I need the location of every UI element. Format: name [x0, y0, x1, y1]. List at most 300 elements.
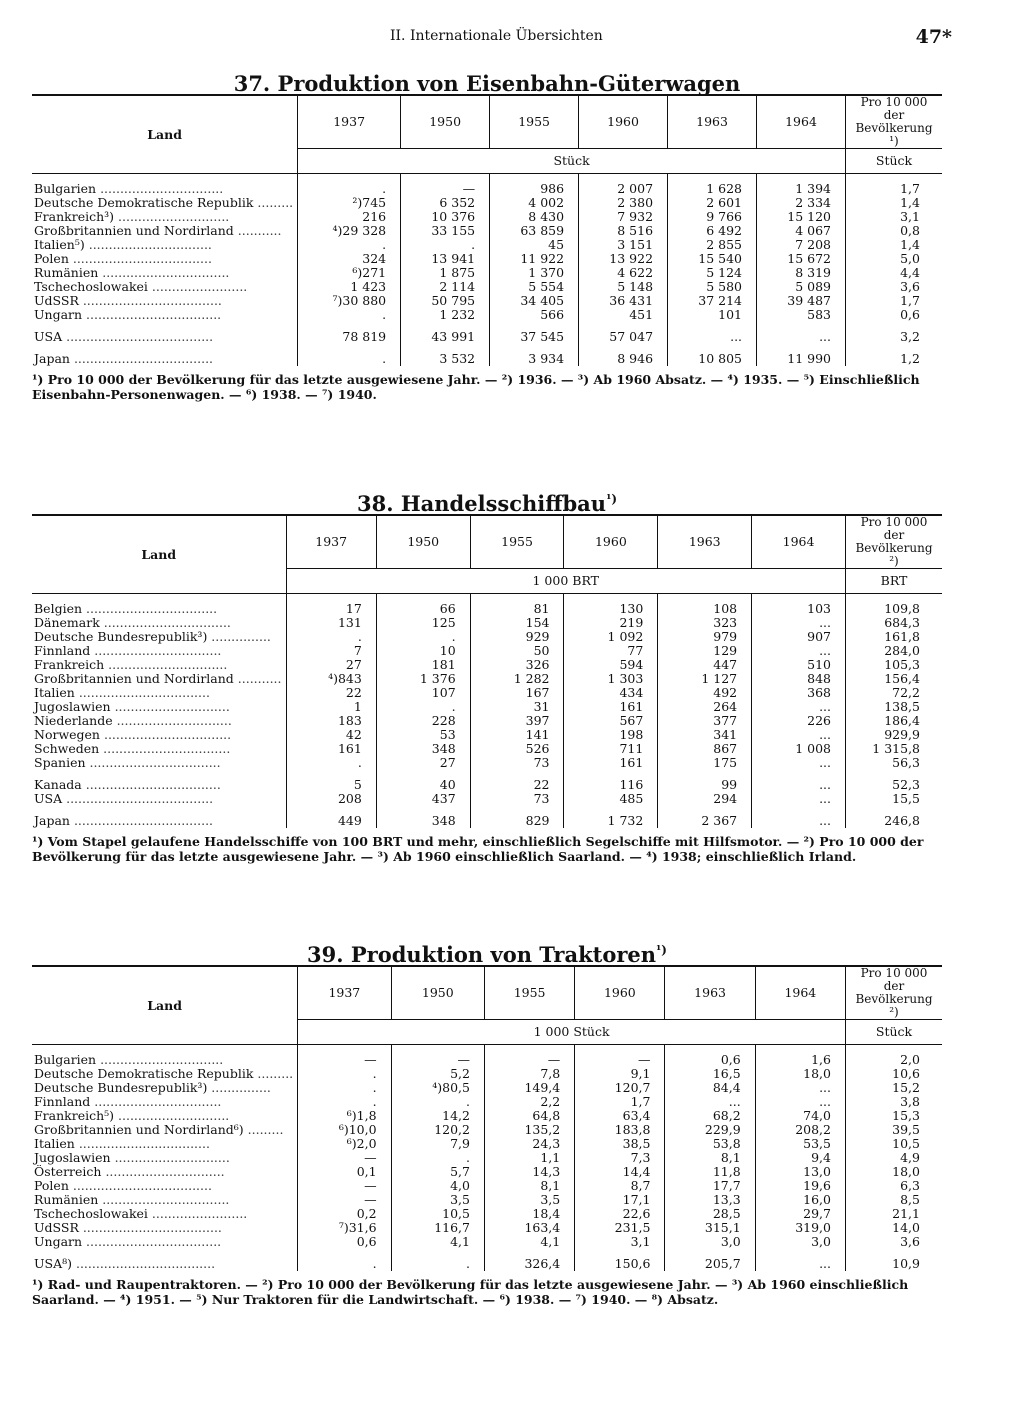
value-cell: ⁶)1,8 — [298, 1109, 391, 1123]
leader-dots: ............... — [207, 630, 271, 644]
value-cell: 15 672 — [757, 252, 846, 266]
value-cell: 324 — [298, 252, 401, 266]
value-cell: 17 — [286, 594, 376, 617]
per-capita-cell: 1,7 — [846, 294, 943, 308]
country-cell — [32, 1249, 298, 1271]
value-cell: 73 — [470, 756, 564, 770]
table-title-text: 37. Produktion von Eisenbahn-Güterwagen — [233, 71, 741, 96]
table-row — [32, 266, 942, 280]
unit-label: 1 000 Stück — [298, 1020, 846, 1045]
value-cell: 22 — [286, 686, 376, 700]
country-cell — [32, 174, 298, 197]
column-header-year: 1955 — [470, 515, 564, 569]
table-row — [32, 280, 942, 294]
data-table — [32, 94, 942, 366]
value-cell: 3,0 — [665, 1235, 755, 1249]
column-header-year: 1937 — [298, 95, 401, 149]
value-cell: 2 601 — [668, 196, 757, 210]
country-name: Großbritannien und Nordirland — [34, 672, 234, 686]
table-row — [32, 806, 942, 828]
value-cell: 84,4 — [665, 1081, 755, 1095]
value-cell: 451 — [579, 308, 668, 322]
value-cell: 15 120 — [757, 210, 846, 224]
value-cell: 326,4 — [485, 1249, 575, 1271]
column-header-year: 1950 — [391, 966, 484, 1020]
data-table — [32, 965, 942, 1271]
country-cell — [32, 1193, 298, 1207]
value-cell: 348 — [376, 742, 470, 756]
table-title-footnote-mark: ¹) — [656, 943, 667, 957]
value-cell: . — [298, 1081, 391, 1095]
per-capita-cell: 186,4 — [846, 714, 943, 728]
value-cell: 848 — [752, 672, 846, 686]
country-cell — [32, 322, 298, 344]
value-cell: . — [298, 1095, 391, 1109]
column-header-per-capita: Pro 10 000 der Bevölkerung ²) — [846, 515, 943, 569]
country-name: Italien — [34, 686, 75, 700]
value-cell: 120,7 — [575, 1081, 665, 1095]
value-cell: 7 208 — [757, 238, 846, 252]
value-cell: — — [575, 1045, 665, 1068]
value-cell: 11 922 — [490, 252, 579, 266]
value-cell: 42 — [286, 728, 376, 742]
per-capita-cell: 105,3 — [846, 658, 943, 672]
value-cell: . — [298, 1067, 391, 1081]
country-cell — [32, 344, 298, 366]
table-row — [32, 742, 942, 756]
value-cell: 447 — [658, 658, 752, 672]
table-row — [32, 630, 942, 644]
value-cell: 74,0 — [755, 1109, 845, 1123]
value-cell: 13 922 — [579, 252, 668, 266]
per-capita-cell: 52,3 — [846, 770, 943, 792]
per-capita-cell: 15,5 — [846, 792, 943, 806]
leader-dots: .................................. — [82, 308, 222, 322]
value-cell: 36 431 — [579, 294, 668, 308]
value-cell: 1 008 — [752, 742, 846, 756]
per-capita-cell: 161,8 — [846, 630, 943, 644]
value-cell: 4 622 — [579, 266, 668, 280]
country-name: Rumänien — [34, 266, 99, 280]
value-cell: 0,2 — [298, 1207, 391, 1221]
table-row — [32, 672, 942, 686]
country-name: Norwegen — [34, 728, 100, 742]
value-cell: 5 580 — [668, 280, 757, 294]
table-row — [32, 728, 942, 742]
value-cell: 0,6 — [298, 1235, 391, 1249]
table-row — [32, 792, 942, 806]
leader-dots: ................................. — [74, 1137, 210, 1151]
table-row — [32, 1095, 942, 1109]
per-capita-unit-label: BRT — [846, 569, 943, 594]
unit-label: Stück — [298, 149, 846, 174]
country-name: USA — [34, 329, 63, 344]
value-cell: ... — [752, 616, 846, 630]
value-cell: 449 — [286, 806, 376, 828]
value-cell: 226 — [752, 714, 846, 728]
table-row — [32, 1249, 942, 1271]
country-name: Dänemark — [34, 616, 100, 630]
value-cell: 29,7 — [755, 1207, 845, 1221]
country-cell — [32, 742, 286, 756]
value-cell: 986 — [490, 174, 579, 197]
country-cell — [32, 770, 286, 792]
table-row — [32, 252, 942, 266]
value-cell: 73 — [470, 792, 564, 806]
leader-dots: ............................... — [96, 1052, 224, 1067]
leader-dots: ............................ — [114, 1109, 230, 1123]
value-cell: 526 — [470, 742, 564, 756]
value-cell: 24,3 — [485, 1137, 575, 1151]
value-cell: — — [298, 1045, 391, 1068]
per-capita-cell: 3,8 — [846, 1095, 943, 1109]
value-cell: 3 532 — [401, 344, 490, 366]
table-footnote: ¹) Pro 10 000 der Bevölkerung für das letzte ausgewiesene Jahr. — ²) 1936. — ³) Ab 1960 Absatz. — ⁴) 1935. — ⁵) Einschließlich Eisenbahn-Personenwagen. — ⁶) 1938. — ⁷) 1940. — [32, 372, 920, 402]
table-row — [32, 1193, 942, 1207]
value-cell: 183 — [286, 714, 376, 728]
per-capita-cell: 2,0 — [846, 1045, 943, 1068]
value-cell: ²)745 — [298, 196, 401, 210]
country-cell — [32, 280, 298, 294]
value-cell: 15 540 — [668, 252, 757, 266]
per-capita-cell: 1 315,8 — [846, 742, 943, 756]
value-cell: 175 — [658, 756, 752, 770]
column-header-year: 1950 — [401, 95, 490, 149]
per-capita-cell: 3,6 — [846, 1235, 943, 1249]
value-cell: 161 — [564, 700, 658, 714]
value-cell: 43 991 — [401, 322, 490, 344]
leader-dots: ................................. — [74, 686, 210, 700]
per-capita-cell: 21,1 — [846, 1207, 943, 1221]
column-header-year: 1955 — [485, 966, 575, 1020]
value-cell: 135,2 — [485, 1123, 575, 1137]
country-name: Spanien — [34, 756, 86, 770]
column-header-year: 1950 — [376, 515, 470, 569]
country-cell — [32, 294, 298, 308]
column-header-year: 1937 — [298, 966, 391, 1020]
value-cell: 1 732 — [564, 806, 658, 828]
country-name: USA — [34, 792, 63, 806]
country-cell — [32, 686, 286, 700]
table-row — [32, 294, 942, 308]
leader-dots: ................................... — [72, 1256, 216, 1271]
value-cell: 57 047 — [579, 322, 668, 344]
country-name: Tschechoslowakei — [34, 1207, 148, 1221]
leader-dots: ............................... — [84, 238, 212, 252]
value-cell: 18,4 — [485, 1207, 575, 1221]
value-cell: 3 934 — [490, 344, 579, 366]
value-cell: 979 — [658, 630, 752, 644]
value-cell: 492 — [658, 686, 752, 700]
country-cell — [32, 714, 286, 728]
value-cell: ⁴)80,5 — [391, 1081, 484, 1095]
value-cell: 2 114 — [401, 280, 490, 294]
country-cell — [32, 252, 298, 266]
table-row — [32, 1123, 942, 1137]
per-capita-cell: 246,8 — [846, 806, 943, 828]
value-cell: . — [298, 344, 401, 366]
value-cell: 5 089 — [757, 280, 846, 294]
value-cell: 63,4 — [575, 1109, 665, 1123]
per-capita-cell: 1,7 — [846, 174, 943, 197]
country-name: Japan — [34, 351, 70, 366]
per-capita-cell: 10,6 — [846, 1067, 943, 1081]
leader-dots: ................................. — [85, 756, 221, 770]
value-cell: 8 319 — [757, 266, 846, 280]
value-cell: 294 — [658, 792, 752, 806]
column-header-year: 1937 — [286, 515, 376, 569]
per-capita-cell: 56,3 — [846, 756, 943, 770]
value-cell: 116 — [564, 770, 658, 792]
table-title — [32, 484, 942, 514]
per-capita-unit-label: Stück — [846, 149, 943, 174]
table-title — [32, 935, 942, 965]
value-cell: 208 — [286, 792, 376, 806]
value-cell: 27 — [376, 756, 470, 770]
table-block-37 — [32, 64, 942, 402]
value-cell: 1 628 — [668, 174, 757, 197]
table-title-footnote-mark: ¹) — [606, 492, 617, 506]
per-capita-cell: 0,8 — [846, 224, 943, 238]
country-name: Deutsche Demokratische Republik — [34, 196, 254, 210]
value-cell: 161 — [286, 742, 376, 756]
table-title-text: 38. Handelsschiffbau — [357, 491, 607, 516]
country-cell — [32, 1095, 298, 1109]
value-cell: 2 367 — [658, 806, 752, 828]
per-capita-cell: 14,0 — [846, 1221, 943, 1235]
per-capita-cell: 10,9 — [846, 1249, 943, 1271]
column-header-year: 1960 — [564, 515, 658, 569]
value-cell: . — [298, 238, 401, 252]
value-cell: 37 545 — [490, 322, 579, 344]
country-name: Polen — [34, 252, 69, 266]
page-header — [0, 24, 1024, 48]
column-header-year: 1964 — [755, 966, 845, 1020]
leader-dots: ................................ — [100, 728, 232, 742]
value-cell: 594 — [564, 658, 658, 672]
value-cell: 1 376 — [376, 672, 470, 686]
value-cell: 583 — [757, 308, 846, 322]
value-cell: 14,4 — [575, 1165, 665, 1179]
country-cell — [32, 196, 298, 210]
country-name: Bulgarien — [34, 181, 97, 196]
value-cell: . — [401, 238, 490, 252]
leader-dots: ............................... — [96, 181, 224, 196]
table-row — [32, 224, 942, 238]
country-name: USA⁸) — [34, 1256, 73, 1271]
per-capita-cell: 684,3 — [846, 616, 943, 630]
leader-dots: ........... — [233, 224, 282, 238]
value-cell: — — [401, 174, 490, 197]
header-row — [32, 515, 942, 569]
country-cell — [32, 792, 286, 806]
value-cell: 4 002 — [490, 196, 579, 210]
value-cell: 131 — [286, 616, 376, 630]
country-name: UdSSR — [34, 1221, 79, 1235]
value-cell: . — [391, 1095, 484, 1109]
column-header-land: Land — [147, 997, 182, 1013]
value-cell: 319,0 — [755, 1221, 845, 1235]
table-row — [32, 714, 942, 728]
value-cell: 3,5 — [391, 1193, 484, 1207]
table-row — [32, 1207, 942, 1221]
value-cell: 13 941 — [401, 252, 490, 266]
value-cell: 377 — [658, 714, 752, 728]
table-row — [32, 1179, 942, 1193]
value-cell: 1 303 — [564, 672, 658, 686]
value-cell: 141 — [470, 728, 564, 742]
value-cell: 566 — [490, 308, 579, 322]
header-row — [32, 95, 942, 149]
value-cell: ... — [755, 1095, 845, 1109]
value-cell: 3 151 — [579, 238, 668, 252]
value-cell: ... — [752, 792, 846, 806]
value-cell: 38,5 — [575, 1137, 665, 1151]
country-cell — [32, 756, 286, 770]
value-cell: ⁷)31,6 — [298, 1221, 391, 1235]
value-cell: 4,1 — [391, 1235, 484, 1249]
table-block-39 — [32, 935, 942, 1307]
country-name: Ungarn — [34, 308, 83, 322]
country-name: Polen — [34, 1179, 69, 1193]
value-cell: ... — [757, 322, 846, 344]
country-name: Tschechoslowakei — [34, 280, 148, 294]
leader-dots: ............................. — [110, 700, 230, 714]
per-capita-cell: 15,3 — [846, 1109, 943, 1123]
per-capita-cell: 929,9 — [846, 728, 943, 742]
table-footnote: ¹) Rad- und Raupentraktoren. — ²) Pro 10 000 der Bevölkerung für das letzte ausgewiesene Jahr. — ³) Ab 1960 einschließlich Saarland. — ⁴) 1951. — ⁵) Nur Traktoren für die Landwirtschaft. — ⁶) 1938. — ⁷) 1940. — ⁸) Absatz. — [32, 1277, 909, 1307]
value-cell: ... — [752, 644, 846, 658]
leader-dots: .................................. — [81, 777, 221, 792]
value-cell: 5,2 — [391, 1067, 484, 1081]
value-cell: 7,8 — [485, 1067, 575, 1081]
value-cell: 485 — [564, 792, 658, 806]
value-cell: 64,8 — [485, 1109, 575, 1123]
table-row — [32, 344, 942, 366]
value-cell: — — [298, 1151, 391, 1165]
table-row — [32, 1045, 942, 1068]
value-cell: ... — [755, 1081, 845, 1095]
value-cell: 7 932 — [579, 210, 668, 224]
leader-dots: .............................. — [104, 658, 228, 672]
value-cell: 1 232 — [401, 308, 490, 322]
value-cell: 10 — [376, 644, 470, 658]
value-cell: 101 — [668, 308, 757, 322]
value-cell: 7,3 — [575, 1151, 665, 1165]
value-cell: . — [376, 700, 470, 714]
table-row — [32, 1081, 942, 1095]
country-cell — [32, 1137, 298, 1151]
value-cell: 108 — [658, 594, 752, 617]
value-cell: ⁶)10,0 — [298, 1123, 391, 1137]
value-cell: 1 127 — [658, 672, 752, 686]
value-cell: 10 376 — [401, 210, 490, 224]
value-cell: 50 795 — [401, 294, 490, 308]
per-capita-cell: 284,0 — [846, 644, 943, 658]
per-capita-cell: 1,4 — [846, 196, 943, 210]
value-cell: 81 — [470, 594, 564, 617]
leader-dots: ................................... — [68, 1179, 212, 1193]
value-cell: 3,5 — [485, 1193, 575, 1207]
country-name: UdSSR — [34, 294, 79, 308]
per-capita-cell: 1,2 — [846, 344, 943, 366]
per-capita-cell: 39,5 — [846, 1123, 943, 1137]
value-cell: 1 394 — [757, 174, 846, 197]
leader-dots: ............... — [207, 1081, 271, 1095]
country-name: Kanada — [34, 777, 82, 792]
value-cell: 63 859 — [490, 224, 579, 238]
value-cell: . — [286, 756, 376, 770]
value-cell: 205,7 — [665, 1249, 755, 1271]
country-cell — [32, 1109, 298, 1123]
value-cell: 45 — [490, 238, 579, 252]
value-cell: 437 — [376, 792, 470, 806]
value-cell: 1 282 — [470, 672, 564, 686]
country-name: Deutsche Demokratische Republik — [34, 1067, 254, 1081]
country-name: Österreich — [34, 1165, 102, 1179]
value-cell: 7 — [286, 644, 376, 658]
leader-dots: ................................... — [69, 813, 214, 828]
value-cell: 129 — [658, 644, 752, 658]
table-row — [32, 686, 942, 700]
value-cell: 120,2 — [391, 1123, 484, 1137]
value-cell: 27 — [286, 658, 376, 672]
value-cell: ... — [752, 770, 846, 792]
leader-dots: ............................. — [112, 714, 232, 728]
value-cell: 326 — [470, 658, 564, 672]
per-capita-cell: 18,0 — [846, 1165, 943, 1179]
leader-dots: ................................ — [90, 1095, 222, 1109]
value-cell: 37 214 — [668, 294, 757, 308]
value-cell: 2 380 — [579, 196, 668, 210]
country-cell — [32, 1081, 298, 1095]
country-cell — [32, 266, 298, 280]
country-name: Deutsche Bundesrepublik³) — [34, 1081, 208, 1095]
table-row — [32, 1221, 942, 1235]
value-cell: 107 — [376, 686, 470, 700]
value-cell: ⁶)2,0 — [298, 1137, 391, 1151]
value-cell: 17,1 — [575, 1193, 665, 1207]
value-cell: 16,5 — [665, 1067, 755, 1081]
value-cell: 1 092 — [564, 630, 658, 644]
value-cell: 711 — [564, 742, 658, 756]
table-row — [32, 1165, 942, 1179]
country-name: Frankreich³) — [34, 210, 115, 224]
table-title-text: 39. Produktion von Traktoren — [307, 942, 657, 967]
value-cell: 0,6 — [665, 1045, 755, 1068]
leader-dots: ................................... — [78, 294, 222, 308]
country-cell — [32, 1123, 298, 1137]
country-cell — [32, 1151, 298, 1165]
value-cell: 208,2 — [755, 1123, 845, 1137]
value-cell: 0,1 — [298, 1165, 391, 1179]
per-capita-cell: 72,2 — [846, 686, 943, 700]
value-cell: 78 819 — [298, 322, 401, 344]
country-name: Italien — [34, 1137, 75, 1151]
value-cell: 39 487 — [757, 294, 846, 308]
value-cell: 198 — [564, 728, 658, 742]
value-cell: 19,6 — [755, 1179, 845, 1193]
table-row — [32, 1151, 942, 1165]
value-cell: ⁴)843 — [286, 672, 376, 686]
table-row — [32, 700, 942, 714]
leader-dots: ................................ — [98, 1193, 230, 1207]
per-capita-cell: 5,0 — [846, 252, 943, 266]
per-capita-cell: 15,2 — [846, 1081, 943, 1095]
per-capita-cell: 4,9 — [846, 1151, 943, 1165]
value-cell: 5 554 — [490, 280, 579, 294]
leader-dots: ................................... — [68, 252, 212, 266]
